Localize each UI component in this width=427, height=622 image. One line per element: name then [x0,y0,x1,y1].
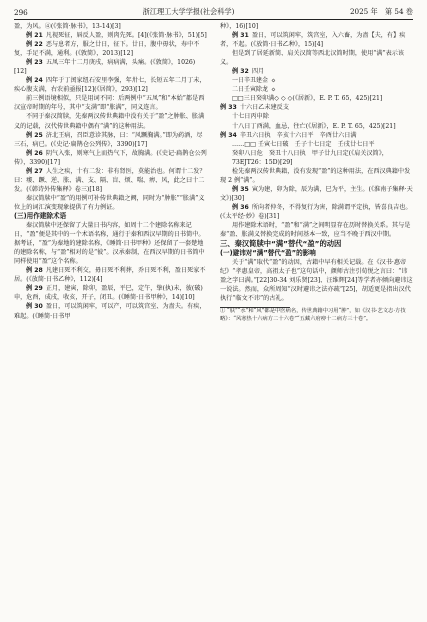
subsection-heading: (一)避讳对“满”替代“盈”的影响 [220,249,316,258]
example-number: 例 32 [232,68,249,76]
example-number: 例 34 [220,131,237,139]
example-number: 例 31 [232,32,249,40]
calendar-line: 辛丑六日执 辛亥十六日平 辛酉廿六日满 [239,131,357,139]
example-number: 例 24 [26,77,43,85]
example-number: 例 26 [26,149,43,157]
example-paragraph [220,185,413,203]
calendar-line: □□三日癸卯满◇ ◇ ◇(《居新》，E. P. T. 65，425)[21] [232,95,383,103]
body-paragraph: 关于“满”取代“盈”的动因，古籍中早有相关记载。在《汉书·惠帝纪》“孝惠皇帝，高祖太子也”这句话中，颜师古注引荀悦之言曰：“讳盈之字曰满。”[22]30-34 刘乐贤[23]、汪维辉[24]等学者亦倾向避讳这一说法。然而，众所周知“汉时避讳之法亦疏”[25]，胡适更是指出汉代执行“临文不讳”的古礼。 [220,259,413,303]
example-text: 所向者仲冬，不得复行为害，除满谓平定执，皆喜良吉也。(《太平经·妙》卷)[31] [220,203,412,220]
example-number: 例 28 [26,267,43,275]
example-paragraph [220,67,413,76]
example-text: 济北王病，召臣意诊其脉，曰：“风蹶胸满。”即为药酒，尽三石，病已。(《史记·扁鹊仓公列传》，3390)[17] [14,131,203,148]
footnote: ① “肤”“水”和“风”都是中医病名，传世典籍中习用“肿”，如《汉书·艺文志·方技略》：“风寒热十六病方二十六卷”“五藏六府痹十二病方三十卷”。 [220,308,406,322]
header-rule [14,19,413,20]
example-text: 盈日，可以筑闲牢，可以产，可以筑宫室、为啬夫。有疾，难起。(《睡简·日书甲 [14,303,206,320]
right-bottom-blocks [220,167,413,304]
subsection-heading: (三)用作建除术语 [14,211,67,220]
example-number: 例 33 [220,104,237,112]
page-number: 296 [14,7,28,17]
example-number: 例 21 [26,32,43,40]
calendar-line: 一日辛丑建金 ◇ [232,77,276,85]
body-paragraph: 但是到了居延新简、肩关汉简等西北汉简时期，使用“满”表示该义。 [220,50,405,67]
example-text: 凡建日死不利交，毋日死不利葬，乔日死不利，盈日死家不居。(《放简·日书乙种》，112)[4] [14,267,206,284]
continued-text: 盈，为风。④(《张简·脉书》，13-14)[3] [14,23,121,30]
example-text: 四年于丁闰家纽石安里李强，年卅七，长短五年二月丁未，疾心腹支满，右农前亟报[12](《居简》，293)[12] [14,77,206,94]
example-number: 例 35 [232,185,249,193]
body-paragraph: 前三例语境相似，只是用词不同：后两例中“五凤”和“本始”都是西汉宣帝时期的年号，其中“支满”即“胀满”，同义连言。 [14,95,205,112]
journal-title: 浙江理工大学学报(社会科学) [142,7,235,16]
example-number: 例 23 [26,59,43,67]
example-34 [220,131,413,167]
example-text: 四月 [251,68,265,76]
example-paragraph [220,31,413,49]
body-paragraph: 检先秦两汉传世典籍，没有发现“盈”的这种用法，在西汉典籍中发现 2 例“满”。 [220,167,411,184]
example-paragraph [14,131,207,149]
continued-text: 种》，16)[10] [220,23,259,30]
example-text: 寅为建，卯为除，辰为满，巳为平，主生。(《淮南子集释·天文》)[30] [220,185,413,202]
example-paragraph [14,149,207,167]
example-text: 五凤三年十二月庚戌，病病满，头痛。(《敦简》，1026)[12] [14,59,196,76]
example-text: 盈日，可以筑闲牢，筑宫室，入六畜，为啬【夫，有】疾者，不起。(《放简·日书乙种》，15)[4] [220,32,406,49]
body-paragraph: 用作建除术语时，“盈”和“满”之间明显存在历时替换关系。其与是秦“盈、胀满义替换完成的时间基本一致，应当不晚于西汉中期。 [220,222,411,239]
calendar-line: 癸卯八日危 癸丑十八日执 甲子廿九日定(《肩关汉简》，73EJT26：15D)[29] [232,149,388,166]
running-header [14,6,413,18]
example-paragraph [14,167,207,194]
example-paragraph [220,203,413,221]
example-text: 阴气入张，则寒气上而热气下，故胸满。(《史记·扁鹊仓公列传》，3390)[17] [14,149,207,166]
section-heading: 三、秦汉简牍中“满”替代“盈”的动因 [220,239,342,249]
right-top-blocks [220,22,413,76]
calendar-line: ……□□ 壬寅七日破 壬子十七日定 壬戌廿七日平 [232,140,375,148]
calendar-line: 十七日丙申除 [232,113,269,121]
calendar-line: 二日壬寅除龙 ◇ [232,86,276,94]
example-paragraph [14,284,207,302]
example-number: 例 30 [26,303,43,311]
body-paragraph: 秦汉简牍中还保留了大量日书内容，如周十二个建除名称来记日，“盈”便是其中的一个术语名称，通行于秦和西汉早期的日书简中。据考证，“盈”为秦地的建除名称，《睡简·日书甲种》还保留了一套楚地的建除名称，与“盈”相对的是“彼”。汉承秦制，在西汉早期的日书简中同样使用“盈”这个名称。 [14,222,205,266]
calendar-example-32 [220,76,413,103]
example-paragraph [14,31,207,40]
example-paragraph [14,302,207,320]
calendar-line: 十六日乙未建反支 [239,104,289,112]
example-text: 凡视死征，唇反人盈，则肉先死。[4](《张简·脉书》，51)[5] [45,32,207,40]
example-number: 例 27 [26,167,43,175]
example-text: 人生之疾，十有二发：非有肾医，莫能治也。何谓十二发？曰：痿、蹶、逆、胀、满、支、隔、盲、烦、喘、痹、风，此之曰十二发。(《韩诗外传集释》卷三)[18] [14,167,206,193]
example-text: 恶与息者方，服之廿日，征下。廿日，腹中毋状，寿中不复，手足不满，通利。(《敦简》，2013)[12] [14,41,200,58]
example-text: 正月，建寅，除卯，盈辰，平巳，定午，挚(执)未，彼(破)申，危酉，成戌，收亥，开子，闭丑。(《睡简·日书甲种》，14)[10] [14,285,203,302]
example-paragraph [14,76,207,94]
body-paragraph: 秦汉简牍中“盈”的用例可补传世典籍之阙，同时为“肿胀”“胀满”义位上的词汇演变现象提供了有力例证。 [14,194,205,211]
example-number: 例 25 [26,131,43,139]
example-paragraph [14,266,207,284]
example-paragraph [14,40,207,58]
body-paragraph: 不同于秦汉简牍，先秦两汉传世典籍中没有关于“盈”之肿胀、胀满义的记载，汉代传世典籍中偶有“满”的这种用法。 [14,113,205,130]
example-number: 例 22 [26,41,43,49]
example-number: 例 29 [26,285,43,293]
example-33 [220,103,413,130]
issue-info: 2025 年 第 54 卷 [349,7,413,16]
example-paragraph [14,58,207,76]
right-column [220,22,413,610]
left-column [14,22,207,610]
calendar-line: 十八日丁酉满，血忌，往亡(《居新》，E. P. T. 65，425)[21] [232,122,396,130]
example-number: 例 36 [232,203,249,211]
